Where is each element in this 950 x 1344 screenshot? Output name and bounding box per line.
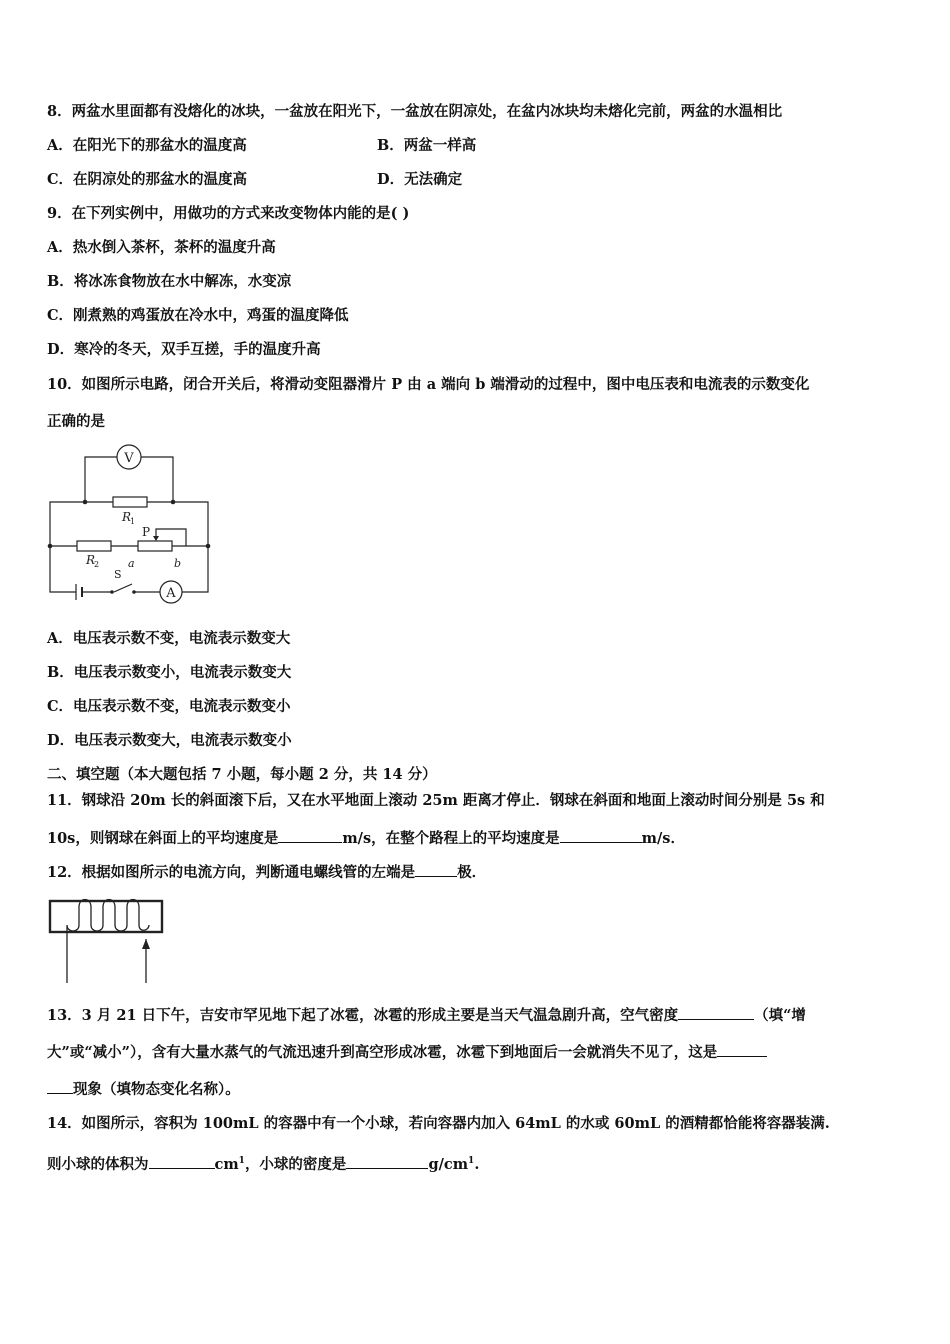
q11-blank-1[interactable]	[278, 828, 342, 843]
resistor-r1	[113, 497, 147, 507]
current-arrow-icon	[142, 939, 150, 949]
circuit-diagram	[40, 440, 220, 610]
q10-stem-line2: 正确的是	[47, 413, 105, 430]
q14-blank-2[interactable]	[346, 1154, 428, 1169]
slider-p-label: P	[142, 525, 151, 539]
q10-option-d: D．电压表示数变大，电流表示数变小	[47, 732, 292, 749]
q14-line2	[47, 1151, 479, 1175]
q11-text-b: m/s，在整个路程上的平均速度是	[342, 830, 560, 847]
section-heading: 二、填空题（本大题包括 7 小题，每小题 2 分，共 14 分）	[47, 766, 437, 783]
q11-text-c: m/s．	[641, 830, 685, 847]
q8-option-b: B．两盆一样高	[377, 137, 477, 154]
q11-line2	[47, 828, 685, 849]
q12-blank[interactable]	[415, 862, 457, 877]
q11-text-a: 10s，则钢球在斜面上的平均速度是	[47, 830, 279, 847]
q13-text-a: 13．3 月 21 日下午，吉安市罕见地下起了冰雹，冰雹的形成主要是当天气温急剧升高，空气密度	[47, 1007, 679, 1024]
q10-option-a: A．电压表示数不变，电流表示数变大	[47, 630, 291, 647]
r2-subscript: 2	[94, 560, 100, 569]
resistor-r2	[77, 541, 111, 551]
switch-s-label: S	[114, 568, 122, 581]
q14-blank-1[interactable]	[149, 1154, 215, 1169]
q9-option-c: C．刚煮熟的鸡蛋放在冷水中，鸡蛋的温度降低	[47, 307, 349, 324]
q10-option-b: B．电压表示数变小，电流表示数变大	[47, 664, 292, 681]
solenoid-diagram	[45, 895, 175, 987]
q13-text-c: 大”或“减小”），含有大量水蒸气的气流迅速升到高空形成冰雹，冰雹下到地面后一会就消失不见了，这是	[47, 1044, 718, 1061]
q14-line1: 14．如图所示，容积为 100mL 的容器中有一个小球，若向容器内加入 64mL 的水或 60mL 的酒精都恰能将容器装满.	[47, 1115, 830, 1132]
terminal-b-label: b	[174, 557, 182, 570]
rheostat	[138, 541, 172, 551]
q14-sup-2: 1	[468, 1156, 475, 1166]
q13-text-b: （填“增	[754, 1007, 806, 1024]
q10-option-c: C．电压表示数不变，电流表示数变小	[47, 698, 291, 715]
terminal-a-label: a	[128, 557, 135, 570]
q13-text-d: 现象（填物态变化名称）。	[73, 1081, 240, 1098]
q11-blank-2[interactable]	[560, 828, 642, 843]
q8-stem: 8．两盆水里面都有没熔化的冰块，一盆放在阳光下，一盆放在阴凉处，在盆内冰块均未熔化完前，两盆的水温相比	[47, 103, 783, 120]
q8-option-c: C．在阴凉处的那盆水的温度高	[47, 171, 248, 188]
q12-line1	[47, 862, 486, 883]
slider-arrow	[153, 536, 159, 541]
q10-stem-line1: 10．如图所示电路，闭合开关后，将滑动变阻器滑片 P 由 a 端向 b 端滑动的过程中，图中电压表和电流表的示数变化	[47, 376, 810, 393]
q8-option-d: D．无法确定	[377, 171, 463, 188]
q12-text-a: 12．根据如图所示的电流方向，判断通电螺线管的左端是	[47, 864, 416, 881]
q14-text-a: 则小球的体积为	[47, 1155, 149, 1173]
r1-subscript: 1	[130, 517, 136, 526]
q13-line2	[47, 1042, 767, 1063]
q9-option-a: A．热水倒入茶杯，茶杯的温度升高	[47, 239, 276, 256]
q14-text-e: .	[474, 1155, 480, 1173]
q14-sup-1: 1	[238, 1156, 245, 1166]
q13-blank-2a[interactable]	[717, 1042, 767, 1057]
q12-text-b: 极．	[457, 864, 487, 881]
q14-text-d: g/cm	[428, 1155, 469, 1173]
q14-text-b: cm	[214, 1155, 239, 1173]
q8-option-a: A．在阳光下的那盆水的温度高	[47, 137, 247, 154]
q13-line1	[47, 1005, 806, 1026]
q9-stem: 9．在下列实例中，用做功的方式来改变物体内能的是( )	[47, 205, 410, 222]
q13-blank-2b[interactable]	[47, 1079, 73, 1094]
switch-s	[114, 584, 132, 592]
r1-label: R	[122, 510, 132, 524]
solenoid-coil	[67, 900, 149, 984]
voltmeter-label: V	[124, 451, 134, 466]
q13-blank-1[interactable]	[678, 1005, 754, 1020]
q14-text-c: ，小球的密度是	[244, 1155, 347, 1173]
q13-line3	[47, 1079, 240, 1100]
q9-option-d: D．寒冷的冬天，双手互搓，手的温度升高	[47, 341, 321, 358]
ammeter-label: A	[166, 586, 176, 601]
q9-option-b: B．将冰冻食物放在水中解冻，水变凉	[47, 273, 292, 290]
r2-label: R	[86, 553, 96, 567]
q11-line1: 11．钢球沿 20m 长的斜面滚下后，又在水平地面上滚动 25m 距离才停止．钢球在斜面和地面上滚动时间分别是 5s 和	[47, 792, 825, 809]
